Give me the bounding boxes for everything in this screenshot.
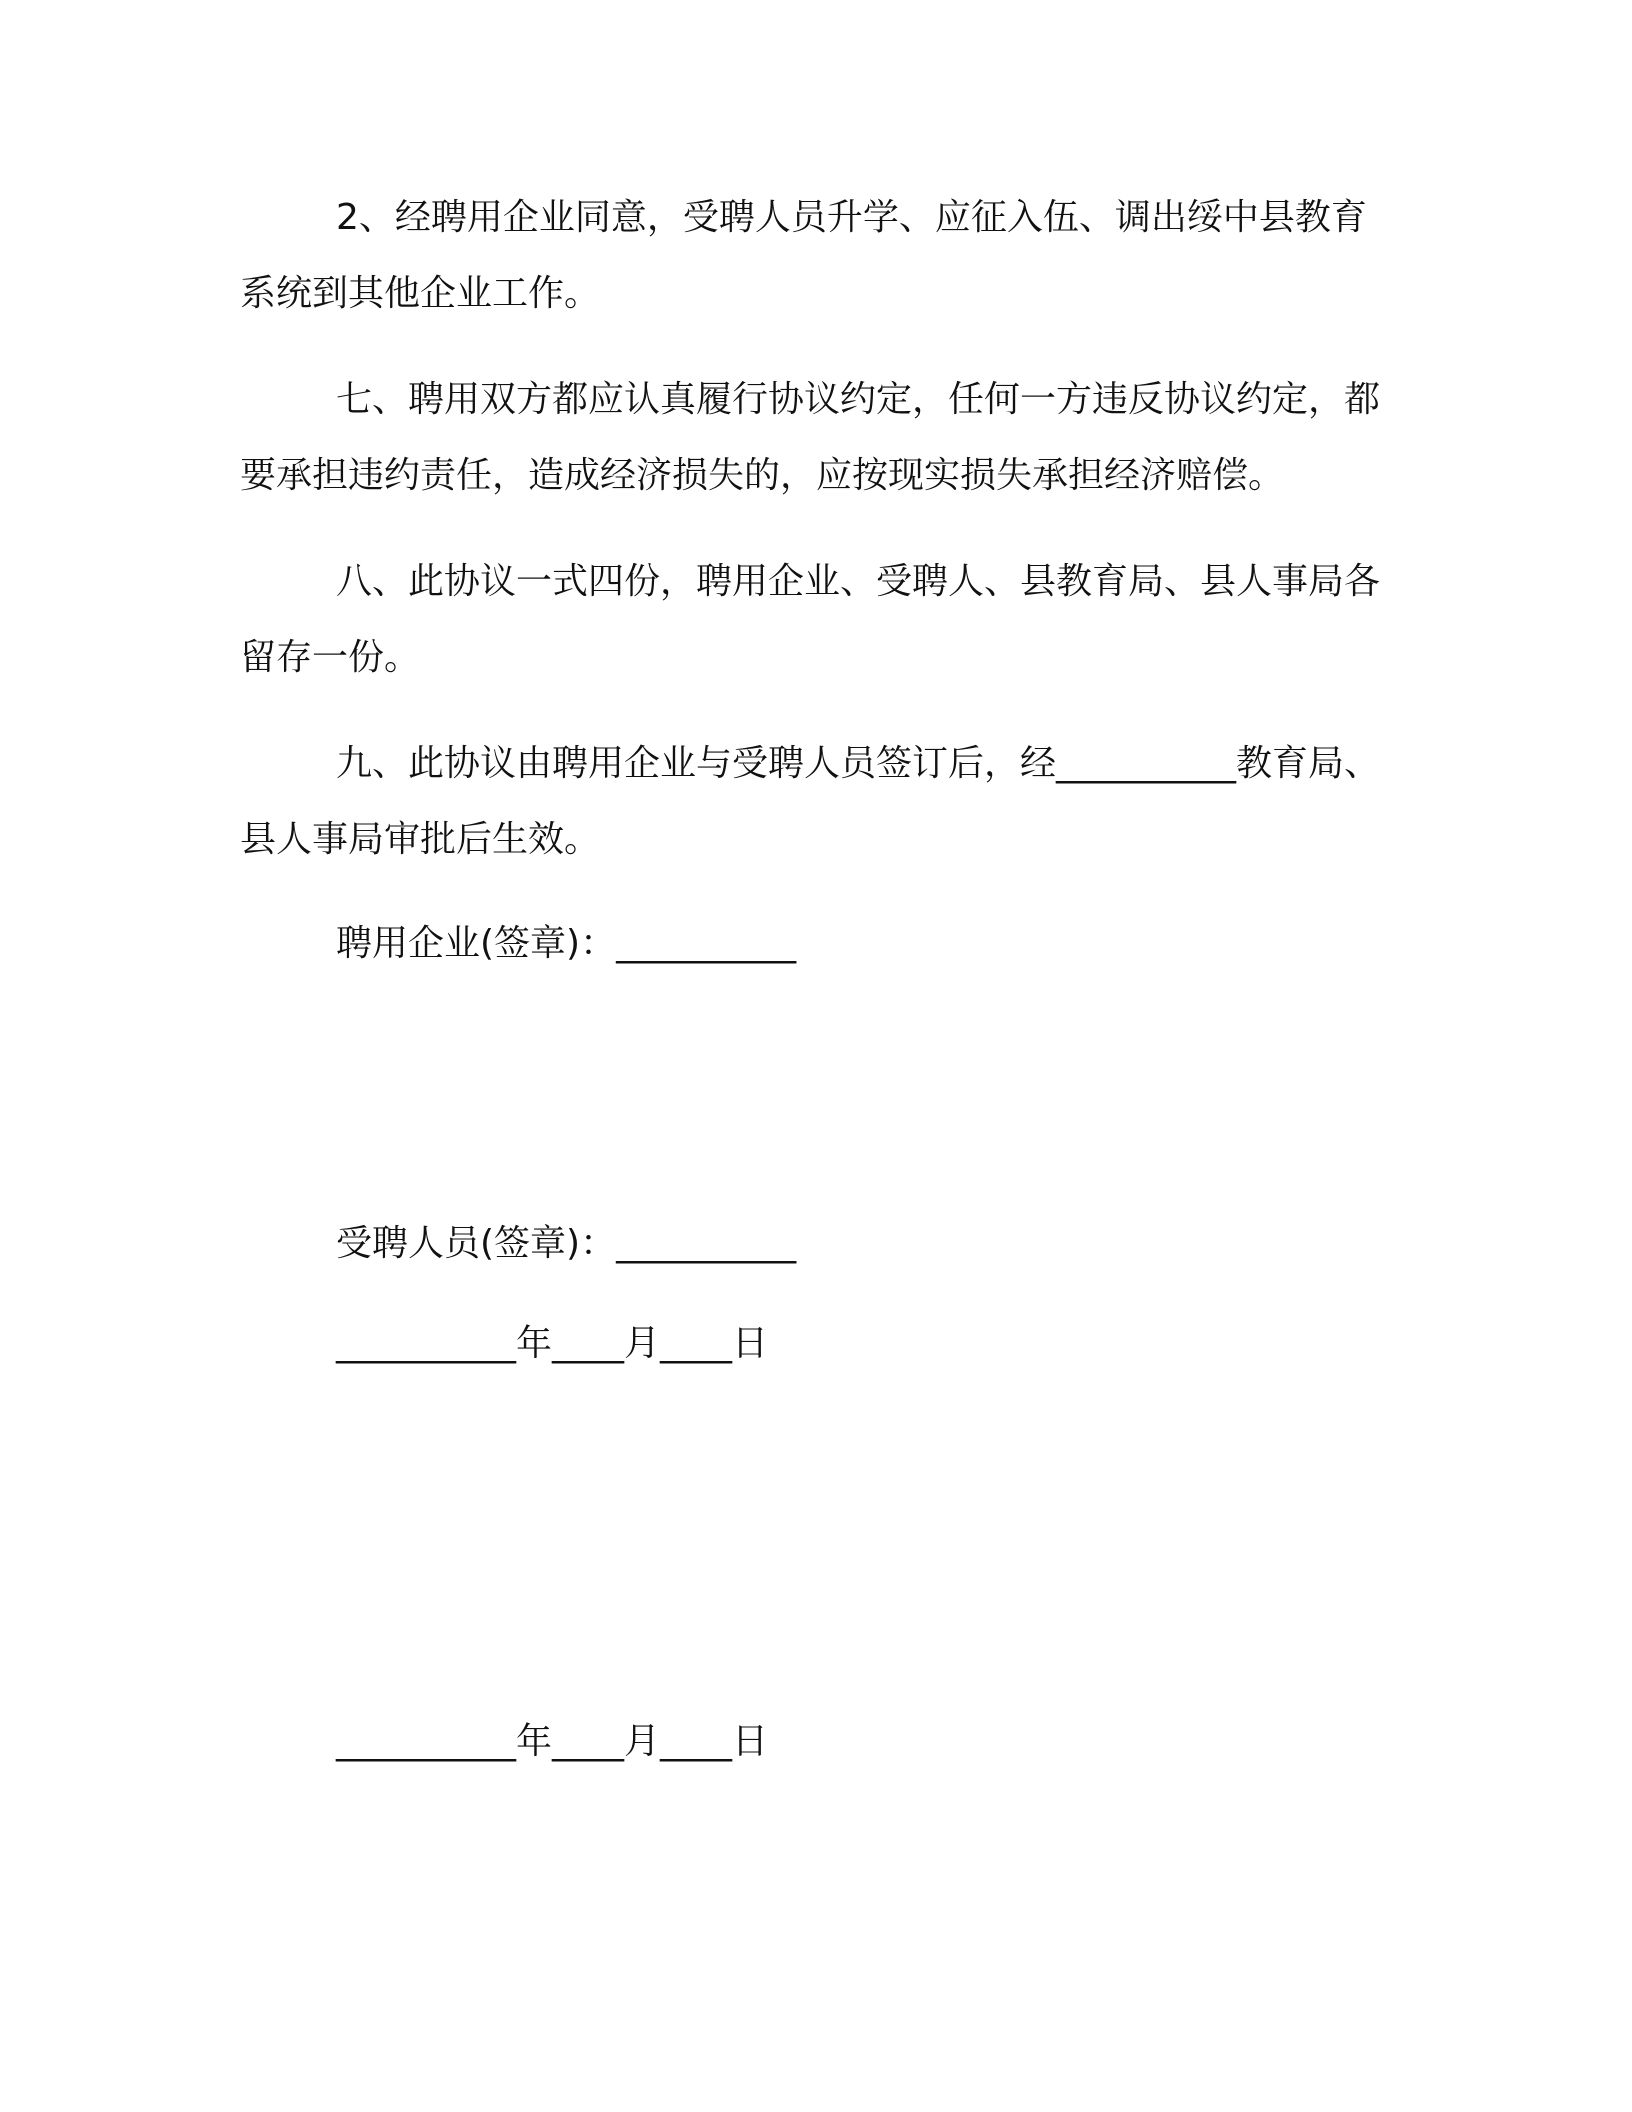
employer-signature-line: 聘用企业(签章)：__________	[336, 923, 797, 964]
date-line-2: __________年____月____日	[336, 1721, 768, 1762]
clause-2-paragraph: 2、经聘用企业同意，受聘人员升学、应征入伍、调出绥中县教育系统到其他企业工作。	[240, 197, 1367, 314]
clause-7-paragraph: 七、聘用双方都应认真履行协议约定，任何一方违反协议约定，都要承担违约责任，造成经济损失的，应按现实损失承担经济赔偿。	[240, 379, 1381, 496]
date-line-1: __________年____月____日	[336, 1323, 768, 1364]
clause-8-paragraph: 八、此协议一式四份，聘用企业、受聘人、县教育局、县人事局各留存一份。	[240, 561, 1381, 678]
clause-9-paragraph: 九、此协议由聘用企业与受聘人员签订后，经__________教育局、县人事局审批后生效。	[240, 743, 1381, 860]
employee-signature-line: 受聘人员(签章)：__________	[336, 1223, 797, 1264]
